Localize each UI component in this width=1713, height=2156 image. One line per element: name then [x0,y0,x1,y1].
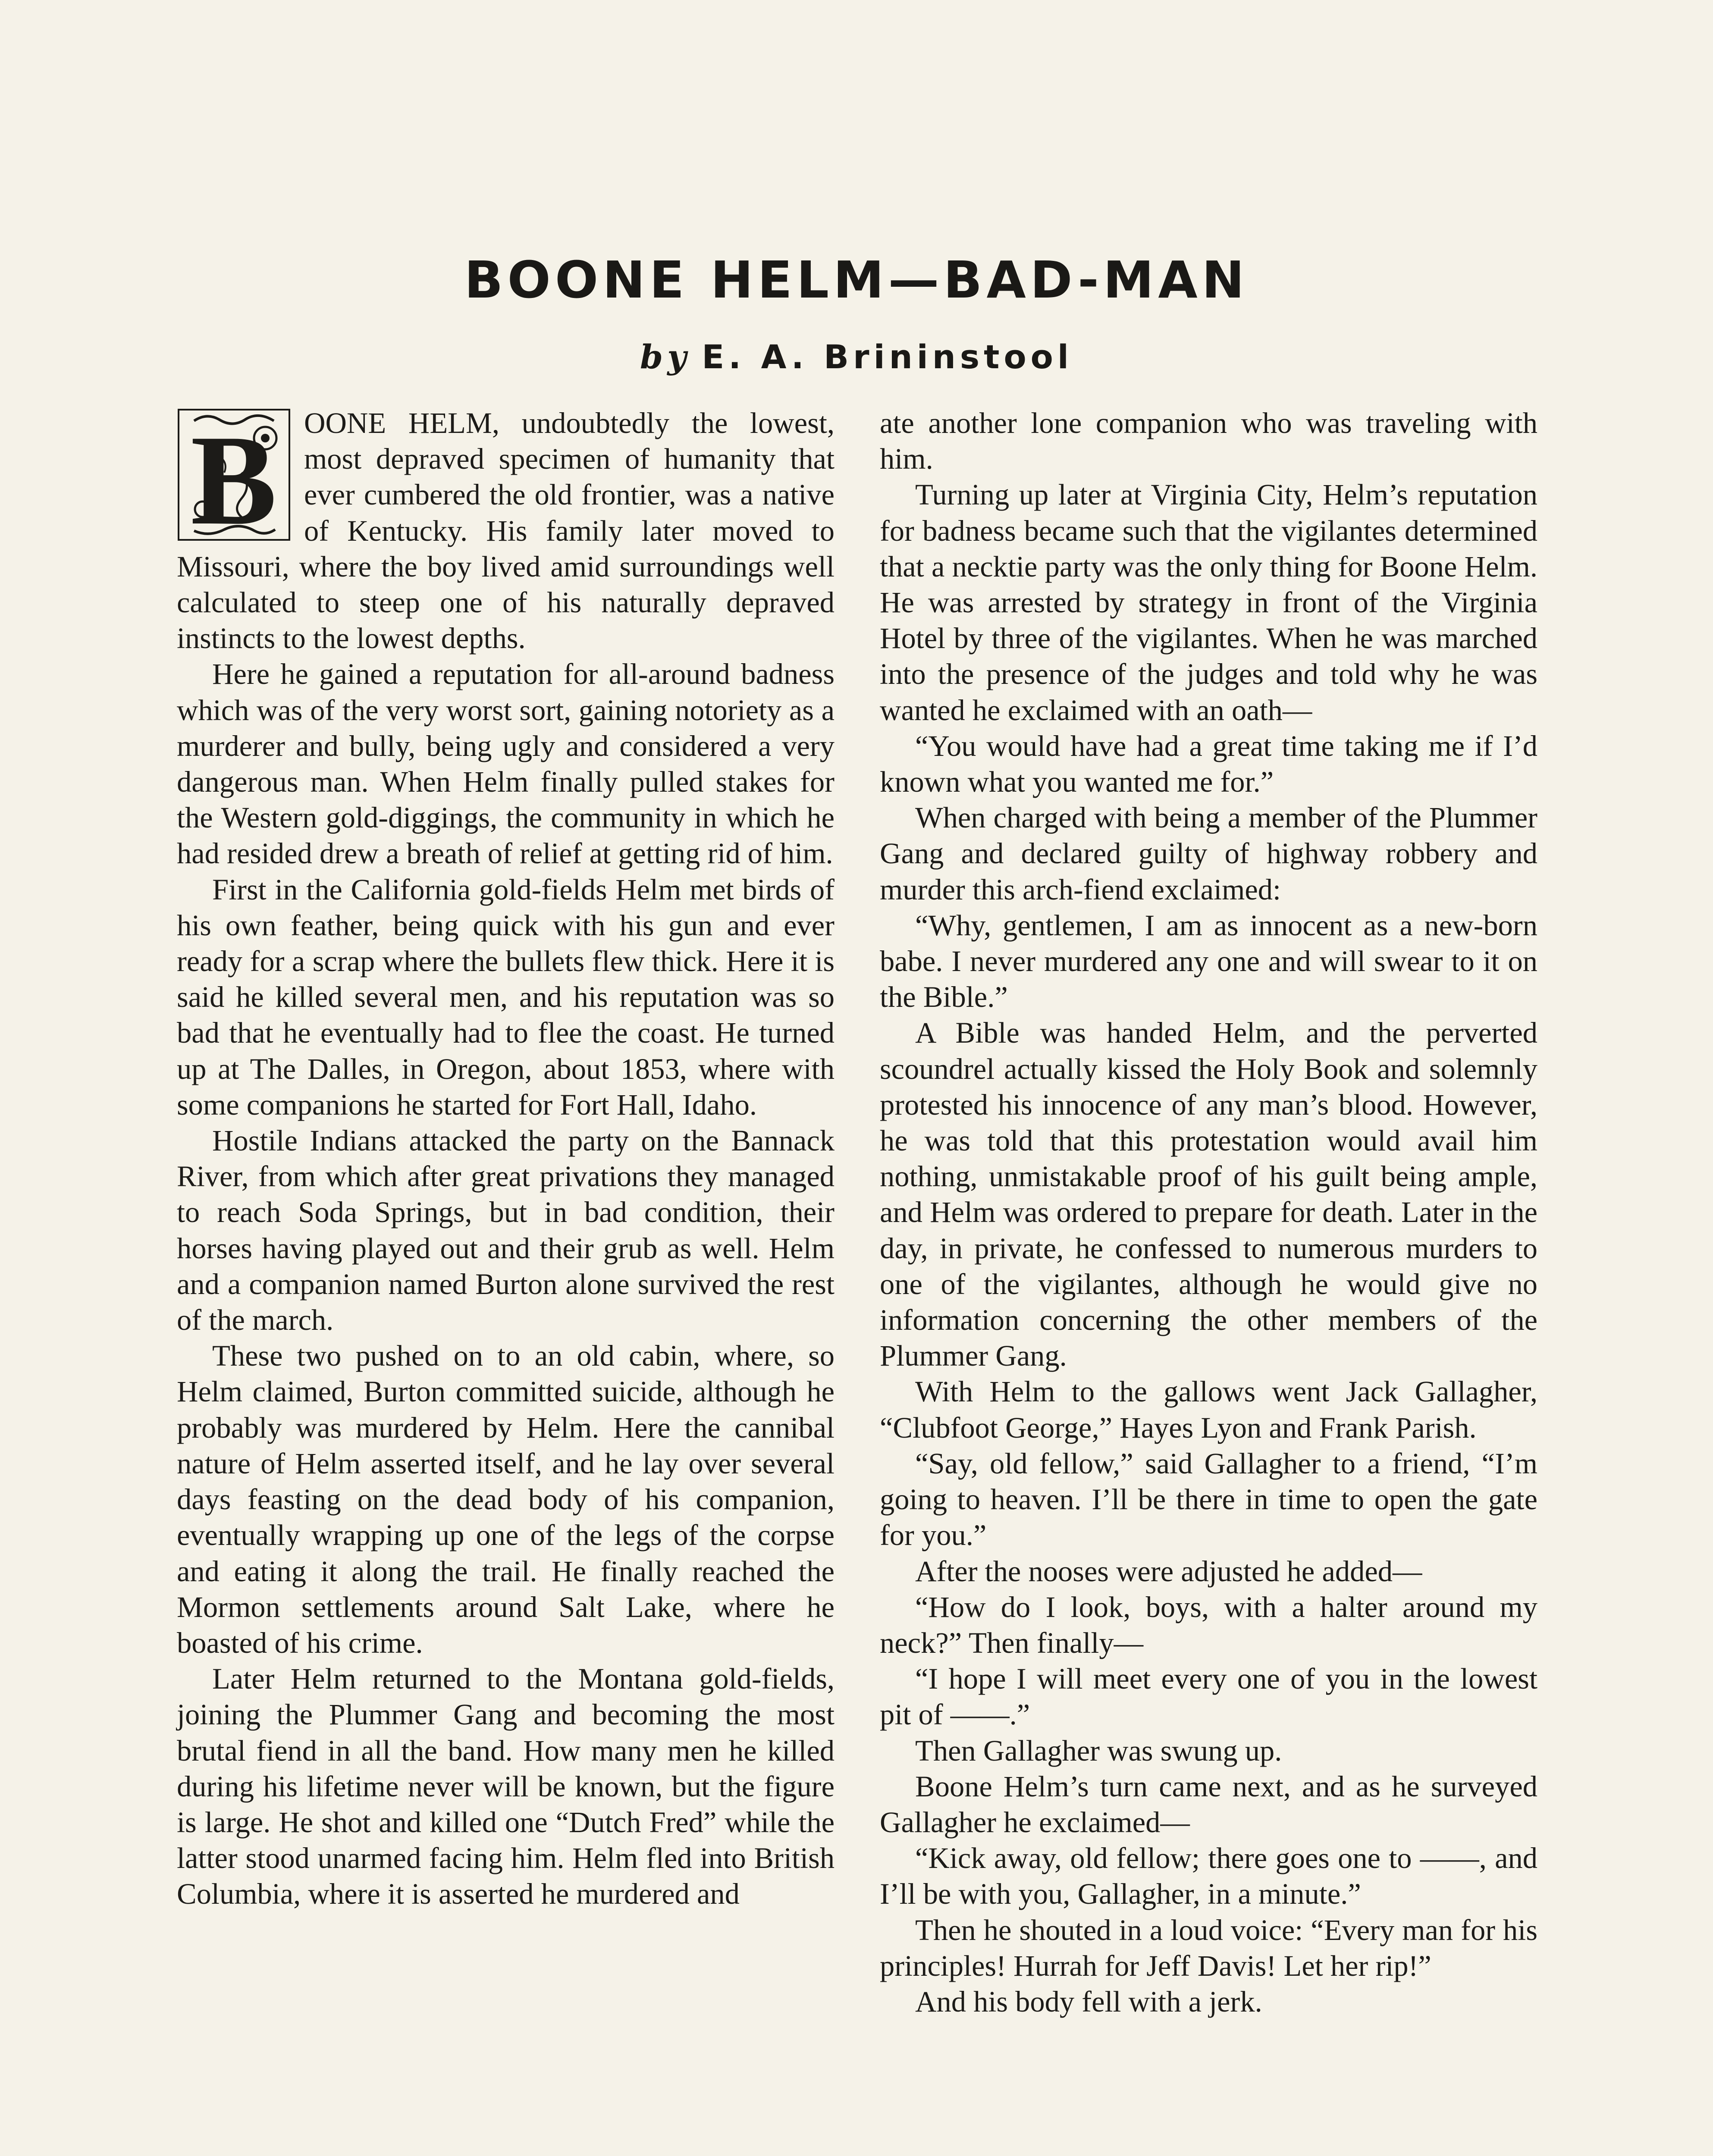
paragraph: After the nooses were adjusted he added— [915,1554,1422,1588]
paragraph: ate another lone companion who was traveling with him. [880,407,1537,476]
paragraph: Turning up later at Virginia City, Helm’s reputation for badness became such that the vigilantes determined that a necktie party was the only thing for Boone Helm. He was arrested by strategy in front of the Virginia Hotel by three of the vigilantes. When he was marched into the presence of the judges and told why he was wanted he exclaimed with an oath— [880,478,1537,727]
byline-author: E. A. Brininstool [702,338,1073,376]
paragraph: “Say, old fellow,” said Gallagher to a friend, “I’m going to heaven. I’ll be there in time to open the gate for you.” [880,1447,1537,1552]
paragraph: And his body fell with a jerk. [915,1985,1262,2018]
ornamental-dropcap-b-icon [177,408,291,542]
paragraph: OONE HELM, undoubtedly the lowest, most depraved specimen of humanity that ever cumbered the old frontier, was a native of Kentucky. His family later moved to Missouri, where the boy lived amid surroundings well calculated to steep one of his naturally depraved instincts to the lowest depths. [177,407,835,655]
dropcap-letter: B [190,408,277,542]
paragraph: Boone Helm’s turn came next, and as he surveyed Gallagher he exclaimed— [880,1770,1537,1839]
paragraph: Later Helm returned to the Montana gold-fields, joining the Plummer Gang and becoming the most brutal fiend in all the band. How many men he killed during his lifetime never will be known, but the figure is large. He shot and killed one “Dutch Fred” while the latter stood unarmed facing him. Helm fled into British Columbia, where it is asserted he murdered and [177,1662,835,1911]
right-column [880,405,1537,2020]
paragraph: A Bible was handed Helm, and the perverted scoundrel actually kissed the Holy Book and solemnly protested his innocence of any man’s blood. However, he was told that this protestation would avail him nothing, unmistakable proof of his guilt being ample, and Helm was ordered to prepare for death. Later in the day, in private, he confessed to numerous murders to one of the vigilantes, although he would give no information concerning the other members of the Plummer Gang. [880,1016,1537,1373]
paragraph: “Why, gentlemen, I am as innocent as a new-born babe. I never murdered any one and will swear to it on the Bible.” [880,909,1537,1014]
paragraph: These two pushed on to an old cabin, where, so Helm claimed, Burton committed suicide, although he probably was murdered by Helm. Here the cannibal nature of Helm asserted itself, and he lay over several days feasting on the dead body of his companion, eventually wrapping up one of the legs of the corpse and eating it along the trail. He finally reached the Mormon settlements around Salt Lake, where he boasted of his crime. [177,1339,835,1659]
paragraph: Then he shouted in a loud voice: “Every man for his principles! Hurrah for Jeff Davis! Let her rip!” [880,1913,1537,1982]
article-title: BOONE HELM—BAD-MAN [464,250,1249,310]
paragraph: When charged with being a member of the Plummer Gang and declared guilty of highway robbery and murder this arch-fiend exclaimed: [880,801,1537,906]
left-column [177,405,835,1912]
paragraph: Here he gained a reputation for all-around badness which was of the very worst sort, gaining notoriety as a murderer and bully, being ugly and considered a very dangerous man. When Helm finally pulled stakes for the Western gold-diggings, the community in which he had resided drew a breath of relief at getting rid of him. [177,658,835,870]
byline-prefix: by [640,338,691,376]
paragraph: “I hope I will meet every one of you in the lowest pit of ——.” [880,1662,1537,1731]
paragraph: First in the California gold-fields Helm met birds of his own feather, being quick with his gun and ever ready for a scrap where the bullets flew thick. Here it is said he killed several men, and his reputation was so bad that he eventually had to flee the coast. He turned up at The Dalles, in Oregon, about 1853, where with some companions he started for Fort Hall, Idaho. [177,873,835,1121]
paragraph: “Kick away, old fellow; there goes one to ——, and I’ll be with you, Gallagher, in a minute.” [880,1842,1537,1911]
article-byline [0,338,1713,376]
paragraph: With Helm to the gallows went Jack Gallagher, “Clubfoot George,” Hayes Lyon and Frank Parish. [880,1375,1537,1444]
paragraph: “How do I look, boys, with a halter around my neck?” Then finally— [880,1590,1537,1659]
paragraph: Hostile Indians attacked the party on the Bannack River, from which after great privations they managed to reach Soda Springs, but in bad condition, their horses having played out and their grub as well. Helm and a companion named Burton alone survived the rest of the march. [177,1124,835,1337]
paragraph: Then Gallagher was swung up. [915,1734,1282,1767]
paragraph: “You would have had a great time taking me if I’d known what you wanted me for.” [880,729,1537,799]
